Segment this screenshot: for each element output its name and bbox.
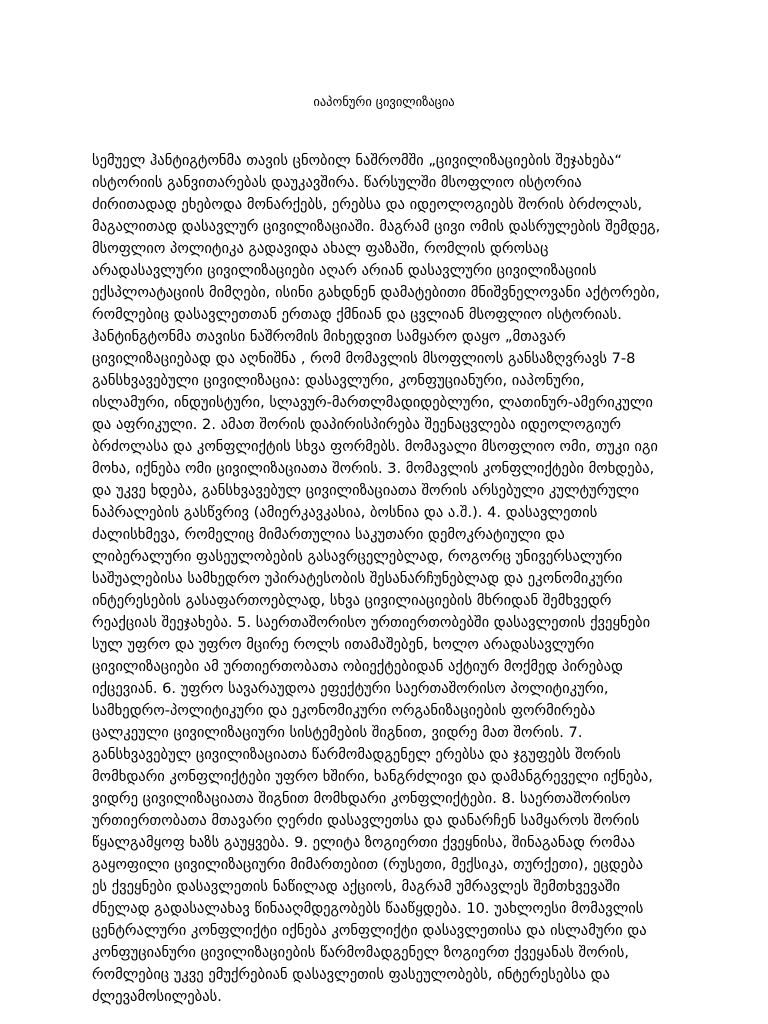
body-text-line: ვიდრე ცივილიზაციათა შიგნით მომხდარი კონფლიქტები. 8. საერთაშორისო xyxy=(92,790,631,807)
document-title: იაპონური ცივილიზაცია xyxy=(313,94,455,109)
body-text-line: სამხედრო-პოლიტიკური და ეკონომიკური ორგანიზაციების ფორმირება xyxy=(92,702,596,719)
body-text-line: რეაქციას შეეჯახება. 5. საერთაშორისო ურთიერთობებში დასავლეთის ქვეყნები xyxy=(92,614,651,631)
body-text-line: ჰანტინგტონმა თავისი ნაშრომის მიხედვით სამყარო დაყო „მთავარ xyxy=(92,328,566,345)
body-text-line: კონფუციანური ცივილიზაციების წარმომადგენელ ზოგიერთ ქვეყანას შორის, xyxy=(92,944,629,961)
body-text-line: ძირითადად ეხებოდა მონარქებს, ერებსა და იდეოლოგიებს შორის ბრძოლას, xyxy=(92,196,643,213)
body-text-line: სემუელ ჰანტიგტონმა თავის ცნობილ ნაშრომში „ცივილიზაციების შეჯახება“ xyxy=(92,152,622,169)
body-text-line: გაყოფილი ცივილიზაციური მიმართებით (რუსეთი, მექსიკა, თურქეთი), ეცდება xyxy=(92,856,644,873)
body-text-line: წყალგამყოფ ხაზს გაუყვება. 9. ელიტა ზოგიერთი ქვეყნისა, შინაგანად რომაა xyxy=(92,834,636,851)
body-text-line: ეს ქვეყნები დასავლეთის ნაწილად აქციოს, მაგრამ უმრავლეს შემთხვევაში xyxy=(92,878,621,895)
body-text-line: და უკვე ხდება, განსხვავებულ ცივილიზაციათა შორის არსებული კულტურული xyxy=(92,482,640,499)
body-text-line: განსხვავებული ცივილიზაცია: დასავლური, კონფუციანური, იაპონური, xyxy=(92,372,585,389)
body-text-line: სულ უფრო და უფრო მცირე როლს ითამაშებენ, ხოლო არადასავლური xyxy=(92,636,595,653)
body-text-line: საშუალებისა სამხედრო უპირატესობის შესანარჩუნებლად და ეკონომიკური xyxy=(92,570,623,587)
body-text-line: ძლევამოსილებას. xyxy=(92,988,222,1005)
body-text-line: რომლებიც დასავლეთთან ერთად ქმნიან და ცვლიან მსოფლიო ისტორიას. xyxy=(92,306,622,323)
body-text-line: ისტორიის განვითარებას დაუკავშირა. წარსულში მსოფლიო ისტორია xyxy=(92,174,582,191)
body-text-line: ურთიერთობათა მთავარი ღერძი დასავლეთსა და დანარჩენ სამყაროს შორის xyxy=(92,812,640,829)
body-text-line: არადასავლური ცივილიზაციები აღარ არიან დასავლური ცივილიზაციის xyxy=(92,262,597,279)
body-text-line: მომხდარი კონფლიქტები უფრო ხშირი, ხანგრძლივი და დამანგრეველი იქნება, xyxy=(92,768,653,785)
body-text-line: ნაპრალების გასწვრივ (ამიერკავკასია, ბოსნია და ა.შ.). 4. დასავლეთის xyxy=(92,504,598,521)
body-text-line: ცივილიზაციებად და აღნიშნა , რომ მომავლის მსოფლიოს განსაზღვრავს 7-8 xyxy=(92,350,636,367)
body-text-line: რომლებიც უკვე ემუქრებიან დასავლეთის ფასეულობებს, ინტერესებსა და xyxy=(92,966,610,983)
body-text-line: იქცევიან. 6. უფრო სავარაუდოა ეფექტური საერთაშორისო პოლიტიკური, xyxy=(92,680,609,697)
body-text-line: ცივილიზაციები ამ ურთიერთობათა ობიექტებიდან აქტიურ მოქმედ პირებად xyxy=(92,658,623,675)
body-text-line: ძნელად გადასალახავ წინააღმდეგობებს წააწყდება. 10. უახლოესი მომავლის xyxy=(92,900,644,917)
body-text-line: და აფრიკული. 2. ამათ შორის დაპირისპირება შეენაცვლება იდეოლოგიურ xyxy=(92,416,621,433)
body-text-line: მაგალითად დასავლურ ცივილიზაციაში. მაგრამ ცივი ომის დასრულების შემდეგ, xyxy=(92,218,661,235)
body-text-line: ცენტრალური კონფლიქტი იქნება კონფლიქტი დასავლეთისა და ისლამური და xyxy=(92,922,647,939)
body-text-line: ცალკეული ცივილიზაციური სისტემების შიგნით, ვიდრე მათ შორის. 7. xyxy=(92,724,583,741)
body-text-line: ექსპლოატაციის მიმღები, ისინი გახდნენ დამატებითი მნიშვნელოვანი აქტორები, xyxy=(92,284,660,301)
body-text-line: ძალისხმევა, რომელიც მიმართულია საკუთარი დემოკრატიული და xyxy=(92,526,565,543)
body-text-line: განსხვავებულ ცივილიზაციათა წარმომადგენელ ერებსა და ჯგუფებს შორის xyxy=(92,746,621,763)
body-text-line: მსოფლიო პოლიტიკა გადავიდა ახალ ფაზაში, რომლის დროსაც xyxy=(92,240,549,257)
body-text-line: ისლამური, ინდუისტური, სლავურ-მართლმადიდებლური, ლათინურ-ამერიკული xyxy=(92,394,653,411)
document-body xyxy=(92,150,712,1008)
body-text-line: მოხა, იქნება ომი ცივილიზაციათა შორის. 3. მომავლის კონფლიქტები მოხდება, xyxy=(92,460,655,477)
body-text-line: ბრძოლასა და კონფლიქტის სხვა ფორმებს. მომავალი მსოფლიო ომი, თუკი იგი xyxy=(92,438,658,455)
body-text-line: ინტერესების გასაფართოებლად, სხვა ცივილიაციების მხრიდან შემხვედრ xyxy=(92,592,612,609)
body-text-line: ლიბერალური ფასეულობების გასავრცელებლად, როგორც უნივერსალური xyxy=(92,548,623,565)
